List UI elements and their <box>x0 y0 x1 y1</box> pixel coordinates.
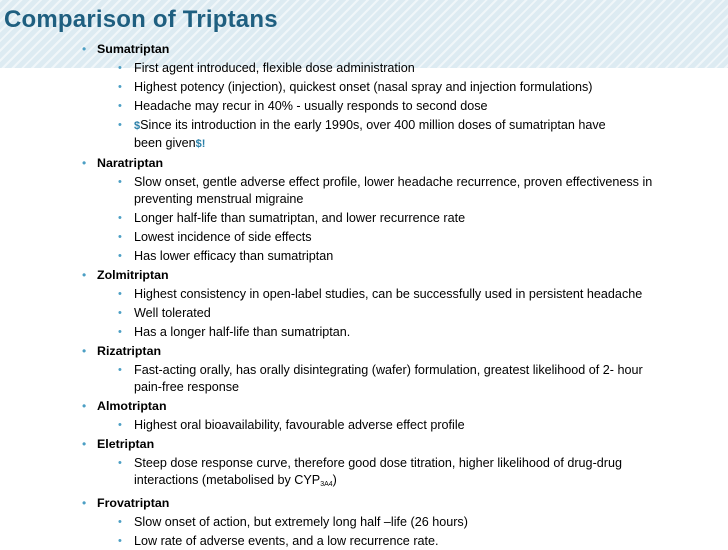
bullet-icon: • <box>118 326 122 338</box>
drug-name: Frovatriptan <box>97 496 170 510</box>
bullet-icon: • <box>118 231 122 243</box>
bullet-icon: • <box>118 364 122 376</box>
list-item: • Low rate of adverse events, and a low recurrence rate. <box>118 534 439 548</box>
bullet-icon: • <box>82 399 87 413</box>
bullet-icon: • <box>118 288 122 300</box>
list-item: • Highest consistency in open-label studies, can be successfully used in persistent headache <box>118 287 643 301</box>
list-item: • Fast-acting orally, has orally disintegrating (wafer) formulation, greatest likelihood of 2- hour pain-free response <box>118 363 643 394</box>
bullet-icon: • <box>82 268 87 282</box>
bullet-icon: • <box>118 419 122 431</box>
list-item: • Highest potency (injection), quickest onset (nasal spray and injection formulations) <box>118 80 593 94</box>
bullet-icon: • <box>118 176 122 188</box>
bullet-icon: • <box>118 62 122 74</box>
bullet-icon: • <box>118 212 122 224</box>
drug-name: Sumatriptan <box>97 42 170 56</box>
list-item: • Slow onset of action, but extremely long half –life (26 hours) <box>118 515 468 529</box>
dollar-symbol: $ <box>134 120 141 132</box>
drug-heading-frovatriptan <box>0 495 728 512</box>
drug-heading-almotriptan <box>0 398 728 415</box>
bullet-icon: • <box>118 250 122 262</box>
drug-name: Almotriptan <box>97 399 167 413</box>
drug-name: Rizatriptan <box>97 344 162 358</box>
bullet-icon: • <box>82 344 87 358</box>
list-item: • Headache may recur in 40% - usually responds to second dose <box>118 99 488 113</box>
subscript: 3A4 <box>320 481 333 488</box>
list-item: • Slow onset, gentle adverse effect profile, lower headache recurrence, proven effectiveness in preventing menstrual migraine <box>118 175 653 206</box>
bullet-icon: • <box>118 307 122 319</box>
bullet-icon: • <box>82 496 87 510</box>
list-item: • Highest oral bioavailability, favourable adverse effect profile <box>118 418 465 432</box>
bullet-icon: • <box>118 100 122 112</box>
drug-name: Eletriptan <box>97 437 155 451</box>
list-item: • Lowest incidence of side effects <box>118 230 312 244</box>
bullet-icon: • <box>118 119 122 131</box>
bullet-icon: • <box>82 42 87 56</box>
bullet-icon: • <box>118 81 122 93</box>
drug-heading-eletriptan <box>0 436 728 453</box>
drug-name: Naratriptan <box>97 156 164 170</box>
slide-content <box>0 41 728 550</box>
list-item: • First agent introduced, flexible dose administration <box>118 61 415 75</box>
list-item: • Longer half-life than sumatriptan, and lower recurrence rate <box>118 211 466 225</box>
slide-title: Comparison of Triptans <box>4 6 278 33</box>
list-item: • Has a longer half-life than sumatriptan. <box>118 325 351 339</box>
drug-heading-naratriptan <box>0 155 728 172</box>
bullet-icon: • <box>118 535 122 547</box>
list-item: • Well tolerated <box>118 306 211 320</box>
bullet-icon: • <box>82 156 87 170</box>
list-item: • $Since its introduction in the early 1990s, over 400 million doses of sumatriptan have been given$! <box>118 118 606 150</box>
drug-heading-zolmitriptan <box>0 267 728 284</box>
drug-heading-sumatriptan <box>0 41 728 58</box>
drug-heading-rizatriptan <box>0 343 728 360</box>
list-item: • Steep dose response curve, therefore good dose titration, higher likelihood of drug-drug interactions (metabolised by $CYP_{3A4}$) <box>118 456 622 488</box>
drug-name: Zolmitriptan <box>97 268 169 282</box>
dollar-symbol: $! <box>195 138 206 150</box>
bullet-icon: • <box>118 516 122 528</box>
bullet-icon: • <box>118 457 122 469</box>
bullet-icon: • <box>82 437 87 451</box>
list-item: • Has lower efficacy than sumatriptan <box>118 249 334 263</box>
